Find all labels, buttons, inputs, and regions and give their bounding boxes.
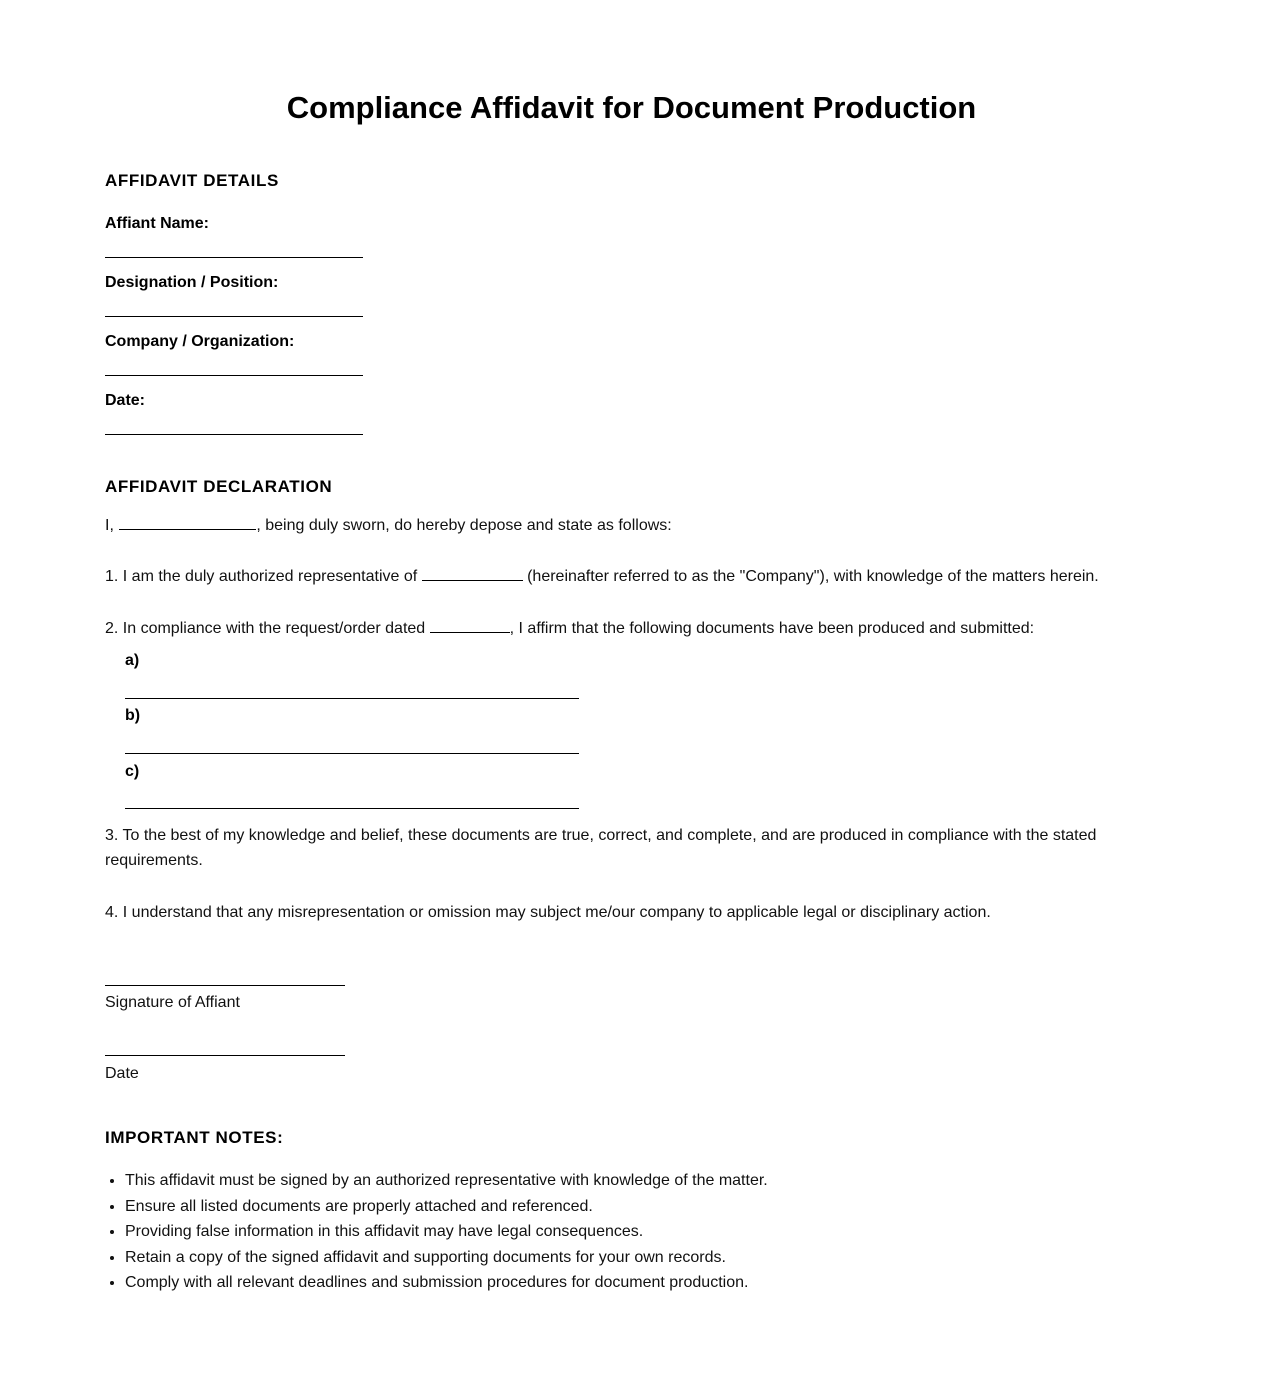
signature-date-label: Date bbox=[105, 1065, 139, 1082]
note-item: • Ensure all listed documents are properly attached and referenced. bbox=[125, 1194, 768, 1220]
signature-date-field[interactable] bbox=[105, 1055, 345, 1056]
section-heading-declaration: AFFIDAVIT DECLARATION bbox=[105, 477, 333, 496]
date-field[interactable] bbox=[105, 434, 363, 435]
designation-field[interactable] bbox=[105, 316, 363, 317]
point-1-prefix: 1. I am the duly authorized representative of bbox=[105, 568, 418, 585]
designation-label: Designation / Position: bbox=[105, 274, 279, 291]
declaration-point-2 bbox=[105, 616, 1115, 641]
note-item: • Retain a copy of the signed affidavit and supporting documents for your own records. bbox=[125, 1245, 768, 1271]
note-item: • Comply with all relevant deadlines and submission procedures for document production. bbox=[125, 1270, 768, 1296]
declaration-point-3: 3. To the best of my knowledge and belief, these documents are true, correct, and complete, and are produced in compliance with the stated requirements. bbox=[105, 827, 1097, 869]
section-heading-notes: IMPORTANT NOTES: bbox=[105, 1128, 284, 1147]
signature-label: Signature of Affiant bbox=[105, 994, 240, 1011]
point-2-prefix: 2. In compliance with the request/order dated bbox=[105, 620, 426, 637]
company-label: Company / Organization: bbox=[105, 333, 295, 350]
order-date-blank[interactable] bbox=[430, 618, 510, 633]
declaration-point-1 bbox=[105, 564, 1115, 589]
affiant-name-blank[interactable] bbox=[119, 515, 256, 530]
affiant-name-field[interactable] bbox=[105, 257, 363, 258]
document-item-b-label: b) bbox=[125, 707, 141, 724]
intro-prefix: I, bbox=[105, 517, 114, 534]
company-name-blank[interactable] bbox=[422, 566, 523, 581]
document-item-c-field[interactable] bbox=[125, 808, 579, 809]
document-item-c-label: c) bbox=[125, 763, 140, 780]
document-item-a-field[interactable] bbox=[125, 698, 579, 699]
document-item-a-label: a) bbox=[125, 652, 140, 669]
section-heading-details: AFFIDAVIT DETAILS bbox=[105, 171, 279, 190]
signature-field[interactable] bbox=[105, 985, 345, 986]
document-item-b-field[interactable] bbox=[125, 753, 579, 754]
page-title: Compliance Affidavit for Document Production bbox=[286, 90, 977, 125]
company-field[interactable] bbox=[105, 375, 363, 376]
note-item: • Providing false information in this affidavit may have legal consequences. bbox=[125, 1219, 768, 1245]
date-label: Date: bbox=[105, 392, 146, 409]
notes-list bbox=[105, 1168, 768, 1296]
declaration-intro bbox=[105, 513, 1115, 538]
declaration-point-4: 4. I understand that any misrepresentation or omission may subject me/our company to applicable legal or disciplinary action. bbox=[105, 904, 991, 921]
point-1-suffix: (hereinafter referred to as the "Company"), with knowledge of the matters herein. bbox=[527, 568, 1099, 585]
intro-suffix: , being duly sworn, do hereby depose and state as follows: bbox=[256, 517, 672, 534]
affiant-name-label: Affiant Name: bbox=[105, 215, 210, 232]
note-item: • This affidavit must be signed by an authorized representative with knowledge of the matter. bbox=[125, 1168, 768, 1194]
point-2-suffix: , I affirm that the following documents have been produced and submitted: bbox=[509, 620, 1035, 637]
